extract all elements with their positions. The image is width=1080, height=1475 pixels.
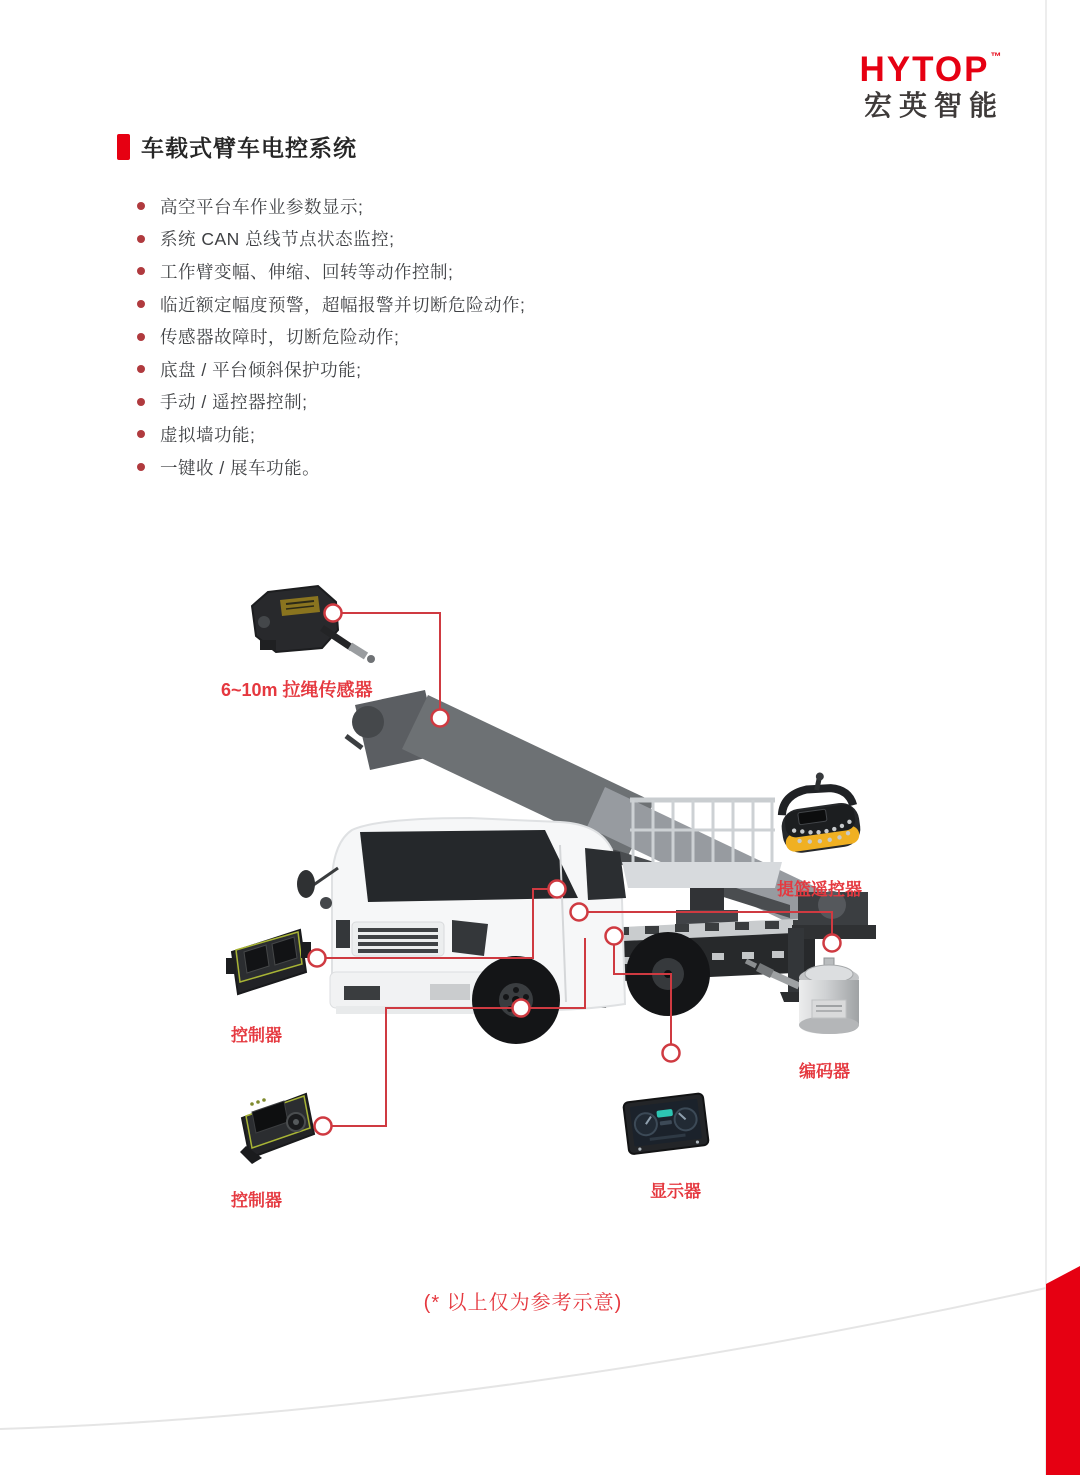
basket-remote-image xyxy=(775,768,863,855)
logo-chinese-name: 宏英智能 xyxy=(863,90,1004,121)
page-title: 车载式臂车电控系统 xyxy=(141,135,357,161)
display-label: 显示器 xyxy=(650,1182,701,1201)
trademark-symbol: ™ xyxy=(990,51,1002,63)
connector-node xyxy=(315,1118,332,1135)
controller-upper-image xyxy=(226,930,311,994)
feature-item: 一键收 / 展车功能。 xyxy=(137,451,525,484)
display-image xyxy=(623,1093,709,1154)
connector-node xyxy=(606,928,623,945)
connector-node xyxy=(513,1000,530,1017)
feature-item: 临近额定幅度预警，超幅报警并切断危险动作; xyxy=(137,288,525,321)
controller-upper-label: 控制器 xyxy=(231,1026,282,1045)
connector-node xyxy=(571,904,588,921)
connector-node xyxy=(309,950,326,967)
controller-lower-image xyxy=(240,1094,314,1164)
feature-item: 手动 / 遥控器控制; xyxy=(137,386,525,419)
controller-lower-label: 控制器 xyxy=(231,1191,282,1210)
connector-node xyxy=(824,935,841,952)
rope-sensor-label: 6~10m 拉绳传感器 xyxy=(221,680,373,700)
encoder-label: 编码器 xyxy=(799,1062,850,1081)
logo-brand-text: HYTOP xyxy=(859,50,990,89)
connector-node xyxy=(549,881,566,898)
aerial-platform-truck-illustration xyxy=(297,690,876,1044)
connector-node xyxy=(663,1045,680,1062)
feature-item: 虚拟墙功能; xyxy=(137,418,525,451)
reference-note: (* 以上仅为参考示意) xyxy=(423,1292,623,1314)
rope-sensor-image xyxy=(252,586,375,663)
connector-node xyxy=(432,710,449,727)
basket-remote-label: 提篮遥控器 xyxy=(777,880,862,899)
feature-item: 工作臂变幅、伸缩、回转等动作控制; xyxy=(137,255,525,288)
feature-item: 传感器故障时，切断危险动作; xyxy=(137,320,525,353)
feature-item: 高空平台车作业参数显示; xyxy=(137,190,525,223)
feature-item: 系统 CAN 总线节点状态监控; xyxy=(137,223,525,256)
connector-node xyxy=(325,605,342,622)
feature-item: 底盘 / 平台倾斜保护功能; xyxy=(137,353,525,386)
corner-red-wedge xyxy=(1046,1266,1080,1475)
